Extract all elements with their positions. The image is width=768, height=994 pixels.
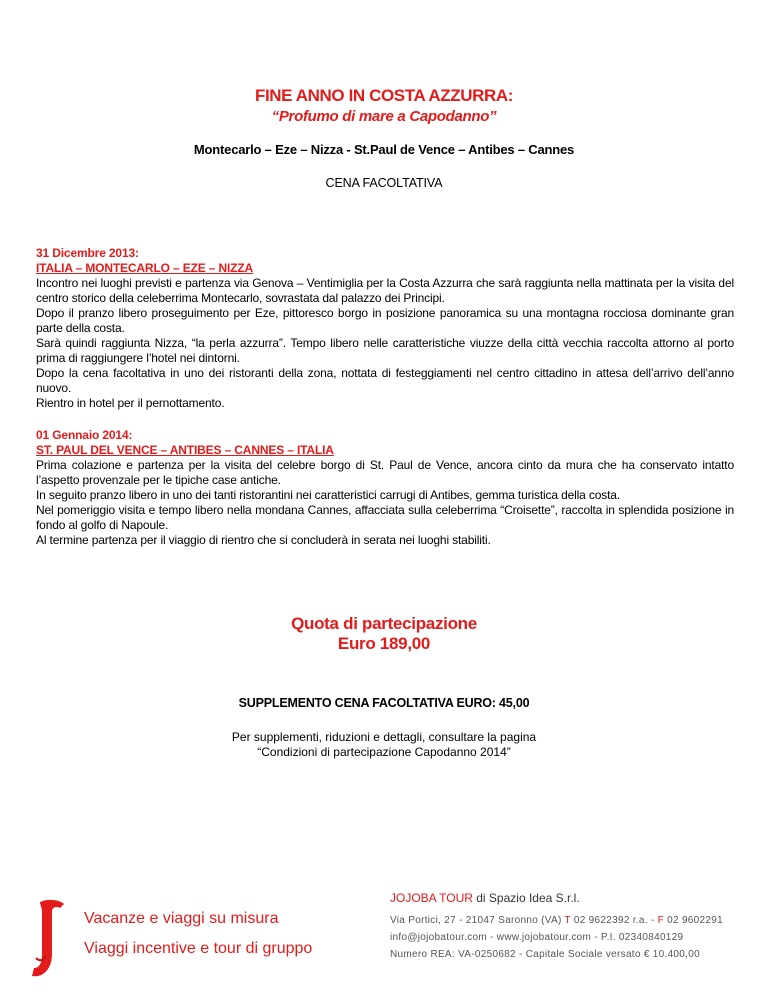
day-heading: ITALIA – MONTECARLO – EZE – NIZZA (36, 261, 254, 275)
supplement-line: SUPPLEMENTO CENA FACOLTATIVA EURO: 45,00 (238, 696, 530, 710)
company-address (390, 915, 760, 926)
day-paragraph: Prima colazione e partenza per la visita del celebre borgo di St. Paul de Vence, ancora cinto da mura che ha conservato intatto l’aspetto provenzale per le tipiche case antiche. (36, 458, 734, 487)
price-amount: Euro 189,00 (337, 634, 431, 653)
day-section-1 (36, 246, 734, 411)
day-paragraph: Dopo il pranzo libero proseguimento per Eze, pittoresco borgo in posizione panoramica su una montagna rocciosa dominante gran parte della costa. (36, 306, 734, 335)
day-paragraph: Rientro in hotel per il pernottamento. (36, 396, 225, 410)
price-label: Quota di partecipazione (291, 614, 477, 633)
day-section-2 (36, 428, 734, 548)
fax-label: F (657, 915, 665, 926)
conditions-note-line1: Per supplementi, riduzioni e dettagli, consultare la pagina (231, 730, 537, 744)
jojoba-logo-icon (30, 898, 70, 980)
page-subtitle: “Profumo di mare a Capodanno” (271, 108, 497, 125)
conditions-note-line2: “Condizioni di partecipazione Capodanno 2014” (257, 745, 511, 759)
page-title: FINE ANNO IN COSTA AZZURRA: (254, 86, 514, 105)
phone-label: T (564, 915, 571, 926)
day-paragraph: Al termine partenza per il viaggio di rientro che si concluderà in serata nei luoghi stabiliti. (36, 533, 491, 547)
company-registration: Numero REA: VA-0250682 - Capitale Sociale versato € 10.400,00 (390, 949, 700, 960)
company-name-rest: di Spazio Idea S.r.l. (472, 891, 580, 905)
price-block (0, 614, 768, 654)
fax-number: 02 9602291 (664, 915, 723, 926)
phone-number: 02 9622392 r.a. - (570, 915, 658, 926)
company-brand: JOJOBA TOUR (390, 891, 473, 905)
day-paragraph: Incontro nei luoghi previsti e partenza via Genova – Ventimiglia per la Costa Azzurra che sarà raggiunta nella mattinata per la visita del centro storico della celeberrima Montecarlo, sovrastata dal palazzo dei Principi. (36, 276, 734, 305)
route-line: Montecarlo – Eze – Nizza - St.Paul de Vence – Antibes – Cannes (193, 142, 575, 157)
company-contacts: info@jojobatour.com - www.jojobatour.com - P.I. 02340840129 (390, 932, 684, 943)
company-name (390, 891, 580, 905)
day-paragraph: Dopo la cena facoltativa in uno dei ristoranti della zona, nottata di festeggiamenti nel centro cittadino in attesa dell’arrivo dell’anno nuovo. (36, 366, 734, 395)
address-text: Via Portici, 27 - 21047 Saronno (VA) (390, 915, 565, 926)
footer-tagline-2: Viaggi incentive e tour di gruppo (84, 940, 313, 957)
day-paragraph: Nel pomeriggio visita e tempo libero nella mondana Cannes, affacciata sulla celeberrima “Croisette”, raccolta in splendida posizione in fondo al golfo di Napoule. (36, 503, 734, 532)
day-heading: ST. PAUL DEL VENCE – ANTIBES – CANNES – ITALIA (36, 443, 334, 457)
day-paragraph: Sarà quindi raggiunta Nizza, “la perla azzurra”. Tempo libero nelle caratteristiche viuzze della città vecchia raccolta attorno al porto prima di raggiungere l’hotel nei dintorni. (36, 336, 734, 365)
day-paragraph: In seguito pranzo libero in uno dei tanti ristorantini nei caratteristici carrugi di Antibes, gemma turistica della costa. (36, 488, 621, 502)
day-date: 01 Gennaio 2014: (36, 428, 133, 442)
optional-dinner-label: CENA FACOLTATIVA (325, 176, 443, 190)
day-date: 31 Dicembre 2013: (36, 246, 139, 260)
footer-tagline-1: Vacanze e viaggi su misura (84, 910, 279, 927)
conditions-note (0, 730, 768, 760)
